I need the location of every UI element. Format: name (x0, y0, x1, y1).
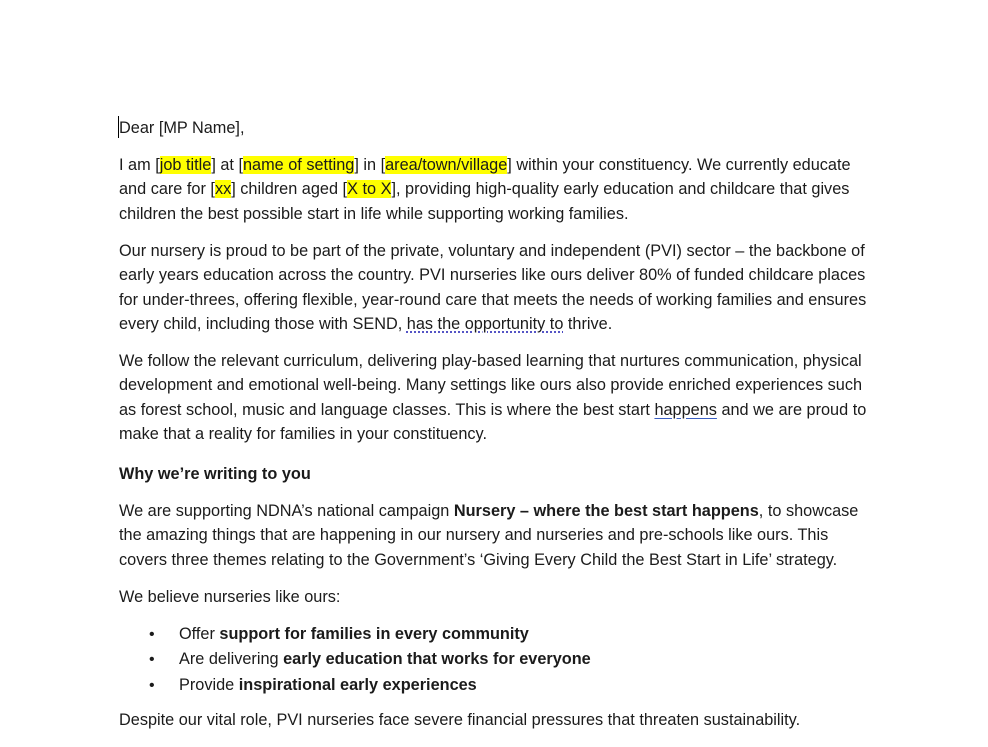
text-cursor (118, 116, 119, 138)
closing-paragraph: Despite our vital role, PVI nurseries face severe financial pressures that threaten sustainability. (119, 711, 801, 730)
curriculum-paragraph: We follow the relevant curriculum, delivering play-based learning that nurtures communication, physical development and emotional well-being. Many settings like ours also provide enriched experiences such as forest school, music and language classes. This is where the best start happens and we are proud to make that a reality for families in your constituency. (119, 352, 867, 444)
placeholder-area[interactable]: area/town/village (385, 156, 508, 174)
placeholder-job-title[interactable]: job title (159, 156, 212, 174)
placeholder-setting-name[interactable]: name of setting (243, 156, 355, 174)
section-heading: Why we’re writing to you (119, 464, 311, 483)
pvi-paragraph: Our nursery is proud to be part of the private, voluntary and independent (PVI) sector – the backbone of early years education across the country. PVI nurseries like ours deliver 80% of funded childcare places for under-threes, offering flexible, year-round care that meets the needs of working families and ensures every child, including those with SEND, has the opportunity to thrive. (119, 241, 867, 334)
bullet-icon: • (149, 676, 155, 694)
list-item: • Offer support for families in every community (119, 622, 871, 648)
placeholder-child-count[interactable]: xx (214, 180, 232, 199)
intro-paragraph: I am [job title] at [name of setting] in [area/town/village] within your constituency. We currently educate and care for [xx] children aged [X to X], providing high-quality early education and childcare that gives children the best possible start in life while supporting working families. (119, 156, 851, 223)
list-item: • Provide inspirational early experiences (119, 673, 871, 699)
list-item: • Are delivering early education that works for everyone (119, 647, 871, 673)
salutation: Dear [MP Name], (119, 119, 245, 137)
campaign-paragraph: We are supporting NDNA’s national campaign Nursery – where the best start happens, to showcase the amazing things that are happening in our nursery and nurseries and pre-schools like ours. This covers three themes relating to the Government’s ‘Giving Every Child the Best Start in Life’ strategy. (119, 502, 859, 569)
bullet-icon: • (149, 651, 155, 669)
bullet-list (119, 622, 871, 699)
bullet-icon: • (149, 625, 155, 643)
placeholder-age-range[interactable]: X to X (347, 180, 392, 199)
editor-suggestion-phrase[interactable]: has the opportunity to (406, 315, 564, 334)
editor-suggestion-word[interactable]: happens (654, 400, 717, 419)
believe-paragraph: We believe nurseries like ours: (119, 587, 341, 606)
letter-body[interactable] (119, 116, 871, 745)
campaign-name: Nursery – where the best start happens (453, 502, 759, 521)
